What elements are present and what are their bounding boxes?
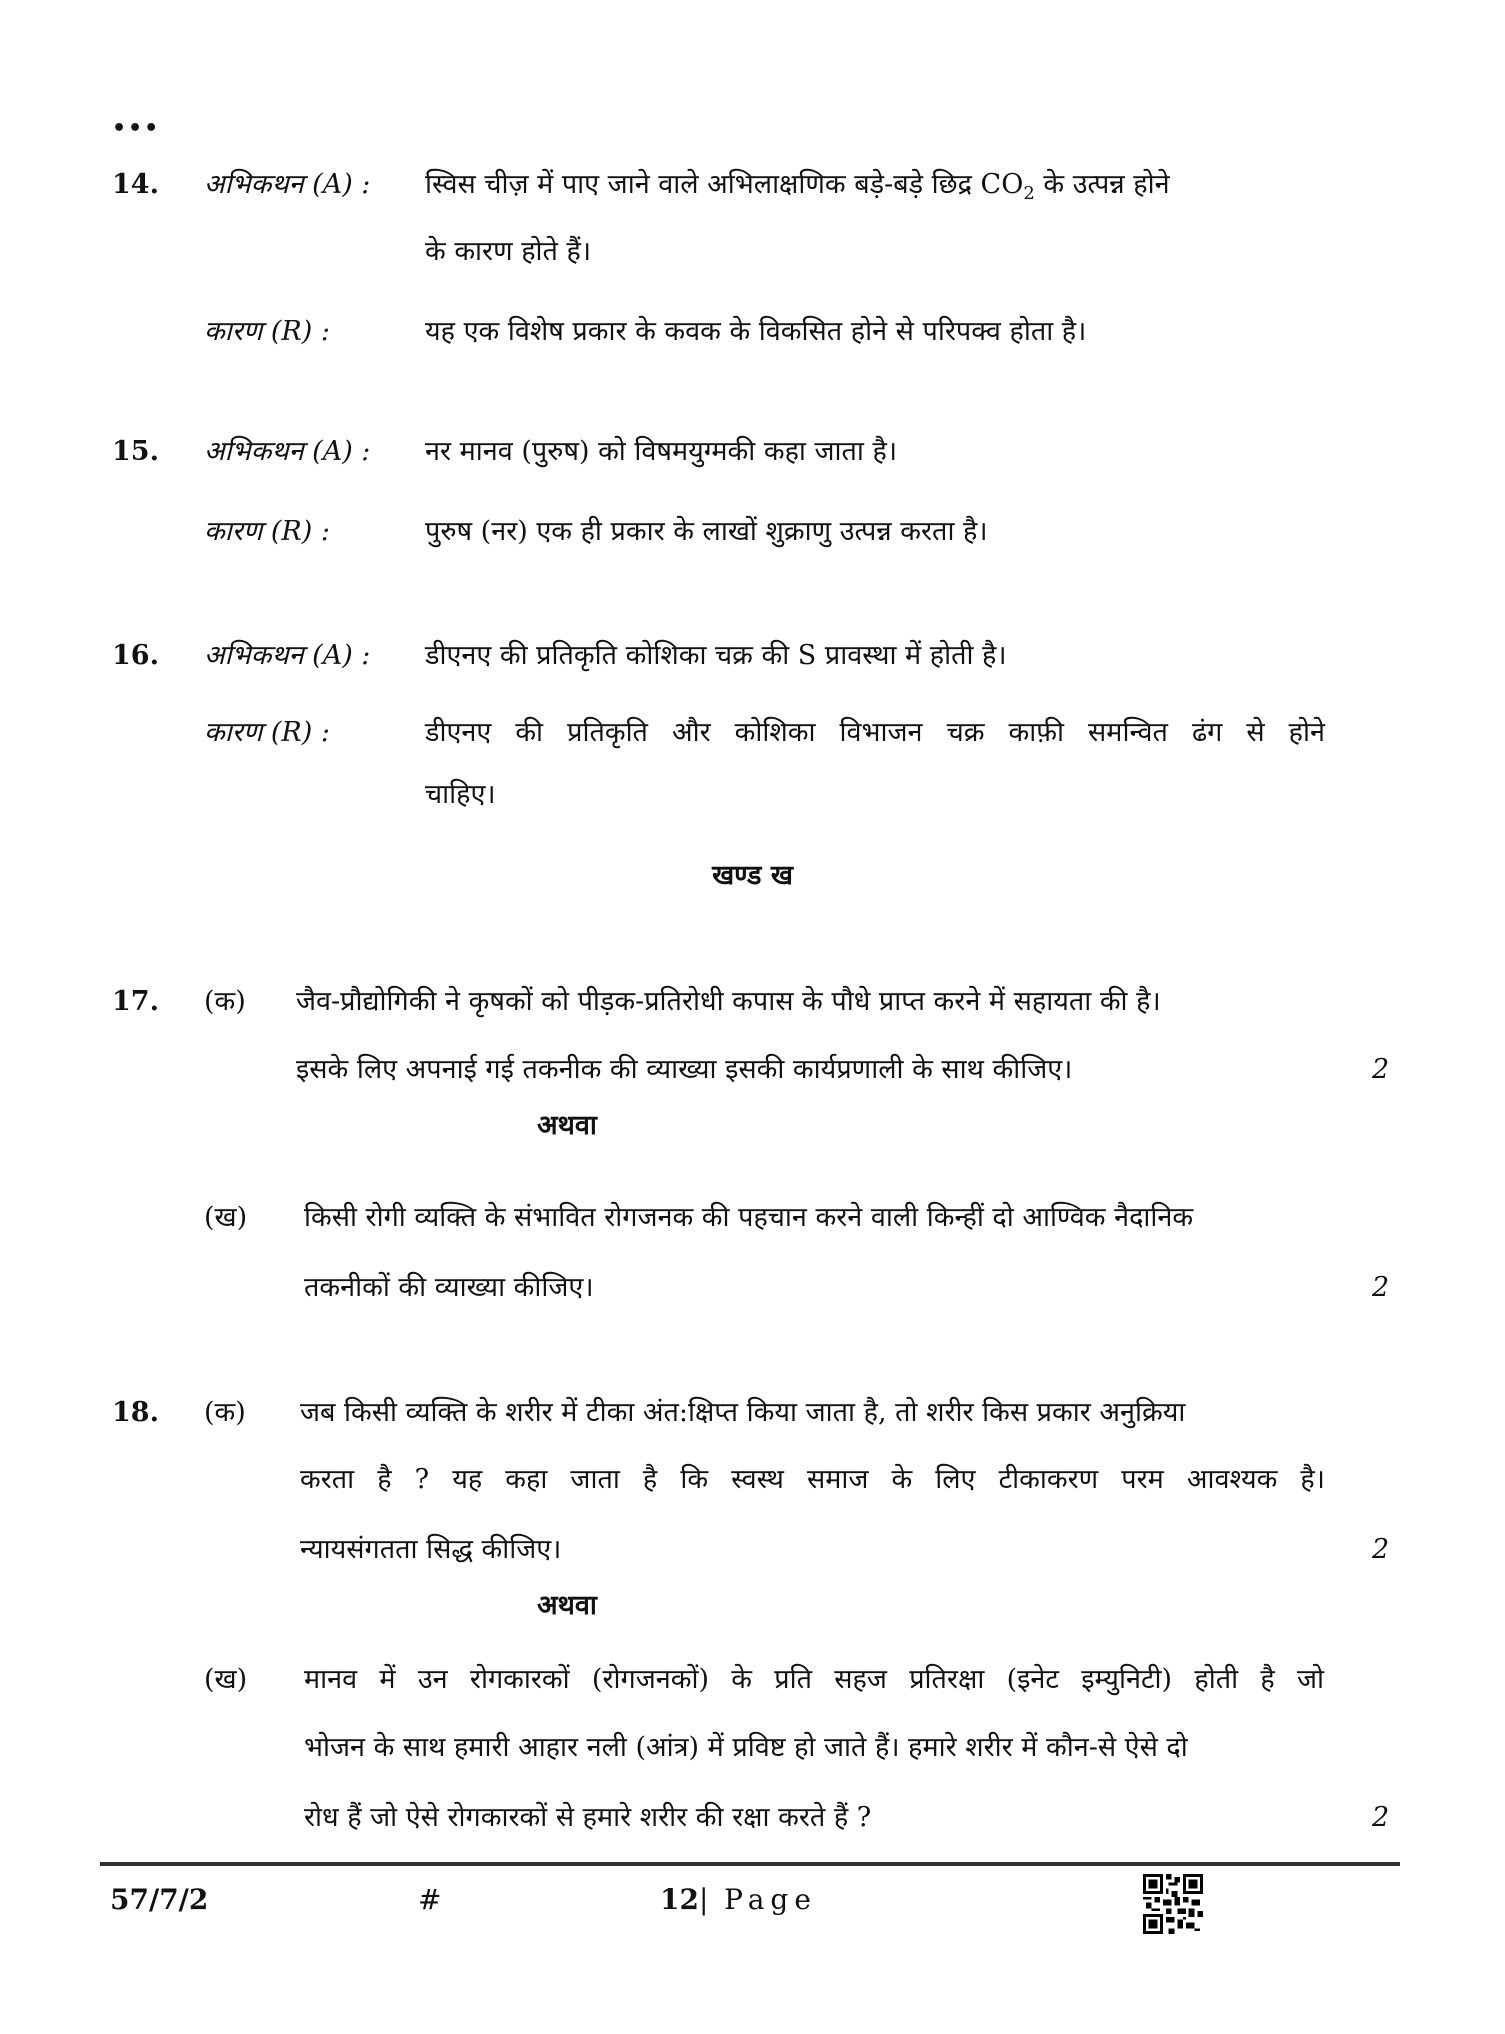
assertion-text: नर मानव (पुरुष) को विषमयुग्मकी कहा जाता है।: [425, 436, 898, 467]
part-a-text: जैव-प्रौद्योगिकी ने कृषकों को पीड़क-प्रतिरोधी कपास के पौधे प्राप्त करने में सहायता की है।: [296, 986, 1161, 1017]
part-label-a: (क): [204, 1397, 246, 1428]
qr-code-icon: [1143, 1874, 1203, 1934]
reason-label: कारण (R) :: [204, 316, 330, 347]
hash-mark: #: [418, 1883, 442, 1916]
assertion-text-continued: के कारण होते हैं।: [425, 236, 592, 267]
question-number: 17.: [112, 986, 159, 1017]
reason-text-continued: चाहिए।: [425, 779, 496, 810]
assertion-label: अभिकथन (A) :: [204, 640, 371, 671]
assertion-label: अभिकथन (A) :: [204, 436, 371, 467]
part-b-text-continued: तकनीकों की व्याख्या कीजिए।: [304, 1272, 594, 1303]
assertion-label: अभिकथन (A) :: [204, 169, 371, 200]
marks: 2: [1372, 1054, 1390, 1085]
page-number: 12: [660, 1883, 699, 1916]
part-b-text: मानव में उन रोगकारकों (रोगजनकों) के प्रति सहज प्रतिरक्षा (इनेट इम्युनिटी) होती है जो: [304, 1664, 1324, 1695]
ellipsis-marker: •••: [112, 116, 161, 141]
part-label-b: (ख): [204, 1202, 248, 1233]
page-word: Page: [724, 1883, 817, 1916]
chemical-formula: $CO_2$: [980, 169, 1035, 204]
marks: 2: [1372, 1272, 1390, 1303]
part-label-b: (ख): [204, 1664, 248, 1695]
part-a-text: जब किसी व्यक्ति के शरीर में टीका अंत:क्षिप्त किया जाता है, तो शरीर किस प्रकार अनुक्रिया: [300, 1397, 1186, 1428]
assertion-text-part: के उत्पन्न होने: [1043, 169, 1170, 200]
page-indicator: [660, 1880, 817, 1920]
question-number: 16.: [112, 640, 159, 671]
question-number: 15.: [112, 436, 159, 467]
part-a-text-continued: करता है ? यह कहा जाता है कि स्वस्थ समाज के लिए टीकाकरण परम आवश्यक है।: [300, 1464, 1325, 1495]
part-label-a: (क): [204, 986, 246, 1017]
marks: 2: [1372, 1534, 1390, 1565]
reason-text: यह एक विशेष प्रकार के कवक के विकसित होने से परिपक्व होता है।: [425, 316, 1087, 347]
marks: 2: [1372, 1802, 1390, 1833]
assertion-text: डीएनए की प्रतिकृति कोशिका चक्र की S प्रावस्था में होती है।: [425, 640, 1007, 671]
reason-label: कारण (R) :: [204, 717, 330, 748]
section-heading: खण्ड ख: [712, 860, 793, 891]
or-separator: अथवा: [537, 1590, 597, 1621]
part-b-text-continued: रोध हैं जो ऐसे रोगकारकों से हमारे शरीर की रक्षा करते हैं ?: [304, 1802, 872, 1833]
page-separator: |: [698, 1883, 715, 1916]
footer-divider: [100, 1862, 1400, 1866]
reason-text: पुरुष (नर) एक ही प्रकार के लाखों शुक्राणु उत्पन्न करता है।: [425, 516, 988, 547]
assertion-text-part: स्विस चीज़ में पाए जाने वाले अभिलाक्षणिक बड़े-बड़े छिद्र: [425, 169, 972, 200]
reason-text: डीएनए की प्रतिकृति और कोशिका विभाजन चक्र काफ़ी समन्वित ढंग से होने: [425, 717, 1325, 748]
part-a-text-continued: इसके लिए अपनाई गई तकनीक की व्याख्या इसकी कार्यप्रणाली के साथ कीजिए।: [296, 1054, 1073, 1085]
question-number: 14.: [112, 169, 159, 200]
assertion-text: [425, 165, 1170, 214]
reason-label: कारण (R) :: [204, 516, 330, 547]
part-b-text-continued: भोजन के साथ हमारी आहार नली (आंत्र) में प्रविष्ट हो जाते हैं। हमारे शरीर में कौन-से ऐसे दो: [304, 1732, 1188, 1763]
part-b-text: किसी रोगी व्यक्ति के संभावित रोगजनक की पहचान करने वाली किन्हीं दो आण्विक नैदानिक: [304, 1202, 1194, 1233]
paper-code: 57/7/2: [110, 1883, 209, 1916]
question-number: 18.: [112, 1397, 159, 1428]
part-a-text-continued: न्यायसंगतता सिद्ध कीजिए।: [300, 1534, 562, 1565]
or-separator: अथवा: [537, 1110, 597, 1141]
